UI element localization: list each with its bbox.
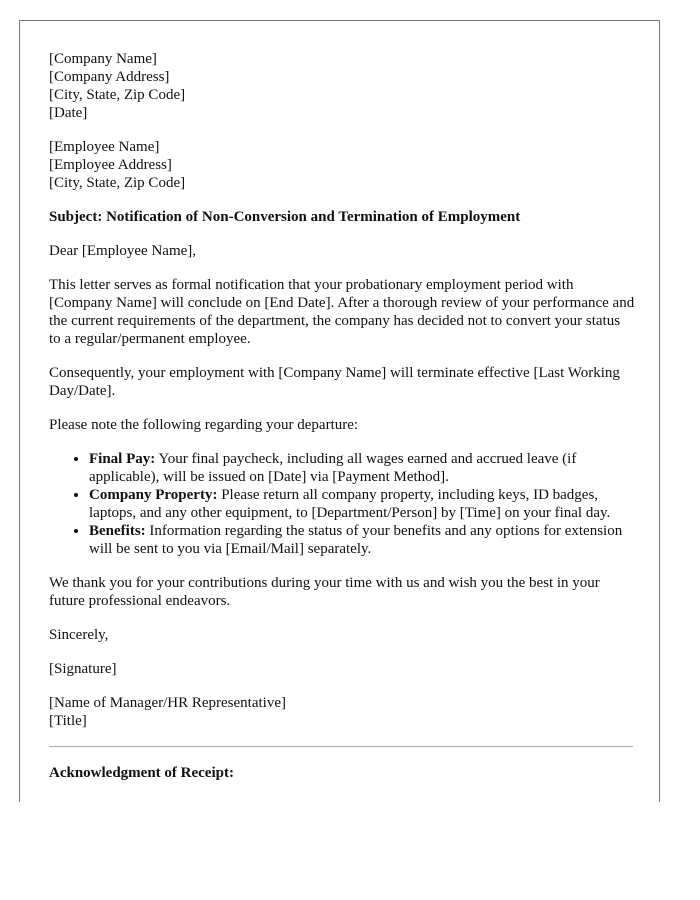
list-item-text: Your final paycheck, including all wages earned and accrued leave (if applicable), will be issued on [Date] via [Payment Method]. bbox=[89, 451, 577, 485]
recipient-employee-name: [Employee Name] bbox=[49, 139, 160, 155]
signatory-name: [Name of Manager/HR Representative] bbox=[49, 695, 286, 711]
list-item-term: Final Pay: bbox=[89, 451, 156, 467]
sender-company-name: [Company Name] bbox=[49, 51, 157, 67]
list-item-text: Information regarding the status of your benefits and any options for extension will be sent to you via [Email/Mail] separately. bbox=[89, 523, 623, 557]
section-divider bbox=[49, 746, 633, 747]
notification-paragraph: This letter serves as formal notification that your probationary employment period with [Company Name] will conclude on [End Date]. After a thorough review of your performance and the current requirements of the department, the company has decided not to convert your status to a regular/permanent employee. bbox=[49, 277, 635, 347]
list-item-benefits bbox=[89, 522, 635, 558]
letter-content bbox=[49, 50, 635, 782]
list-item-final-pay bbox=[89, 450, 635, 486]
signatory-block bbox=[49, 694, 635, 730]
subject-line: Subject: Notification of Non-Conversion and Termination of Employment bbox=[49, 209, 521, 225]
list-item-company-property bbox=[89, 486, 635, 522]
letter-date: [Date] bbox=[49, 105, 88, 121]
departure-list bbox=[49, 450, 635, 558]
recipient-employee-address: [Employee Address] bbox=[49, 157, 172, 173]
signatory-title: [Title] bbox=[49, 713, 87, 729]
salutation: Dear [Employee Name], bbox=[49, 243, 197, 259]
list-item-term: Company Property: bbox=[89, 487, 218, 503]
recipient-city-state-zip: [City, State, Zip Code] bbox=[49, 175, 186, 191]
signature-placeholder: [Signature] bbox=[49, 661, 117, 677]
list-item-term: Benefits: bbox=[89, 523, 146, 539]
list-item-text: Please return all company property, including keys, ID badges, laptops, and any other equipment, to [Department/Person] by [Time] on your final day. bbox=[89, 487, 611, 521]
recipient-address-block bbox=[49, 138, 635, 192]
consequence-paragraph: Consequently, your employment with [Company Name] will terminate effective [Last Working Day/Date]. bbox=[49, 365, 620, 399]
thanks-paragraph: We thank you for your contributions during your time with us and wish you the best in your future professional endeavors. bbox=[49, 575, 600, 609]
sender-company-address: [Company Address] bbox=[49, 69, 170, 85]
sender-city-state-zip: [City, State, Zip Code] bbox=[49, 87, 186, 103]
acknowledgment-heading: Acknowledgment of Receipt: bbox=[49, 765, 234, 781]
departure-intro: Please note the following regarding your departure: bbox=[49, 417, 359, 433]
sign-off: Sincerely, bbox=[49, 627, 109, 643]
letter-page bbox=[19, 20, 660, 802]
sender-address-block bbox=[49, 50, 635, 122]
